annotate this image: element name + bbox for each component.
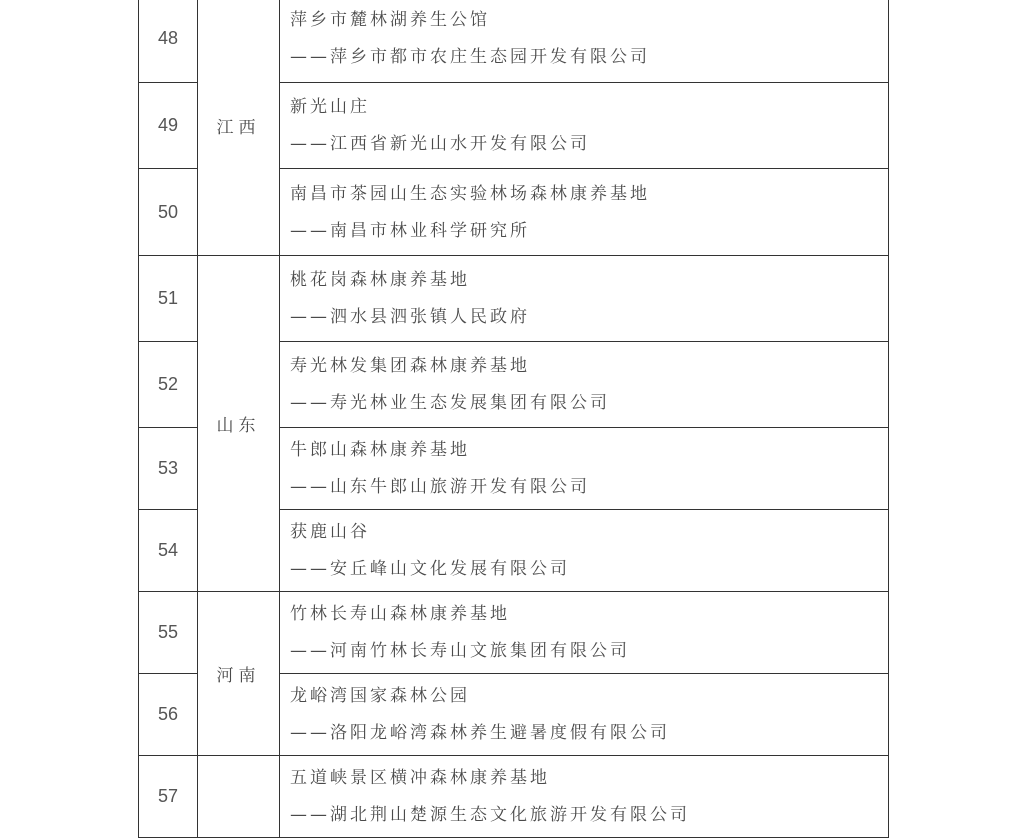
base-cell <box>280 169 889 256</box>
base-name: 新光山庄 <box>290 97 370 117</box>
base-organization: ——山东牛郎山旅游开发有限公司 <box>290 477 590 497</box>
base-name: 牛郎山森林康养基地 <box>290 440 470 460</box>
base-organization: ——萍乡市都市农庄生态园开发有限公司 <box>290 47 650 67</box>
base-cell <box>280 510 889 592</box>
base-cell <box>280 83 889 169</box>
row-number: 55 <box>139 592 198 674</box>
table-row <box>139 592 889 674</box>
base-organization: ——泗水县泗张镇人民政府 <box>290 307 530 327</box>
row-number: 51 <box>139 256 198 342</box>
row-number: 54 <box>139 510 198 592</box>
base-organization: ——洛阳龙峪湾森林养生避暑度假有限公司 <box>290 723 670 743</box>
base-organization: ——南昌市林业科学研究所 <box>290 220 530 241</box>
table-row <box>139 756 889 838</box>
province-cell: 山东 <box>198 256 280 592</box>
row-number: 56 <box>139 674 198 756</box>
base-name: 获鹿山谷 <box>290 522 370 542</box>
base-cell <box>280 592 889 674</box>
base-organization: ——湖北荆山楚源生态文化旅游开发有限公司 <box>290 805 690 825</box>
row-number: 49 <box>139 83 198 169</box>
province-cell <box>198 756 280 838</box>
base-cell <box>280 756 889 838</box>
row-number: 52 <box>139 342 198 428</box>
base-cell <box>280 674 889 756</box>
base-name: 竹林长寿山森林康养基地 <box>290 604 510 624</box>
base-list-table-container <box>138 0 888 838</box>
base-name: 龙峪湾国家森林公园 <box>290 686 470 706</box>
base-cell <box>280 342 889 428</box>
table-row <box>139 256 889 342</box>
row-number: 53 <box>139 428 198 510</box>
base-name: 萍乡市麓林湖养生公馆 <box>290 10 490 30</box>
table-row <box>139 0 889 83</box>
base-cell <box>280 0 889 83</box>
base-name: 五道峡景区横冲森林康养基地 <box>290 768 550 788</box>
forest-wellness-base-table <box>138 0 889 838</box>
row-number: 50 <box>139 169 198 256</box>
province-cell: 江西 <box>198 0 280 256</box>
row-number: 57 <box>139 756 198 838</box>
row-number: 48 <box>139 0 198 83</box>
base-name: 寿光林发集团森林康养基地 <box>290 356 530 376</box>
base-name: 南昌市茶园山生态实验林场森林康养基地 <box>290 183 650 204</box>
base-organization: ——寿光林业生态发展集团有限公司 <box>290 393 610 413</box>
base-organization: ——安丘峰山文化发展有限公司 <box>290 559 570 579</box>
base-organization: ——河南竹林长寿山文旅集团有限公司 <box>290 641 630 661</box>
base-cell <box>280 428 889 510</box>
base-cell <box>280 256 889 342</box>
base-name: 桃花岗森林康养基地 <box>290 270 470 290</box>
base-organization: ——江西省新光山水开发有限公司 <box>290 134 590 154</box>
province-cell: 河南 <box>198 592 280 756</box>
